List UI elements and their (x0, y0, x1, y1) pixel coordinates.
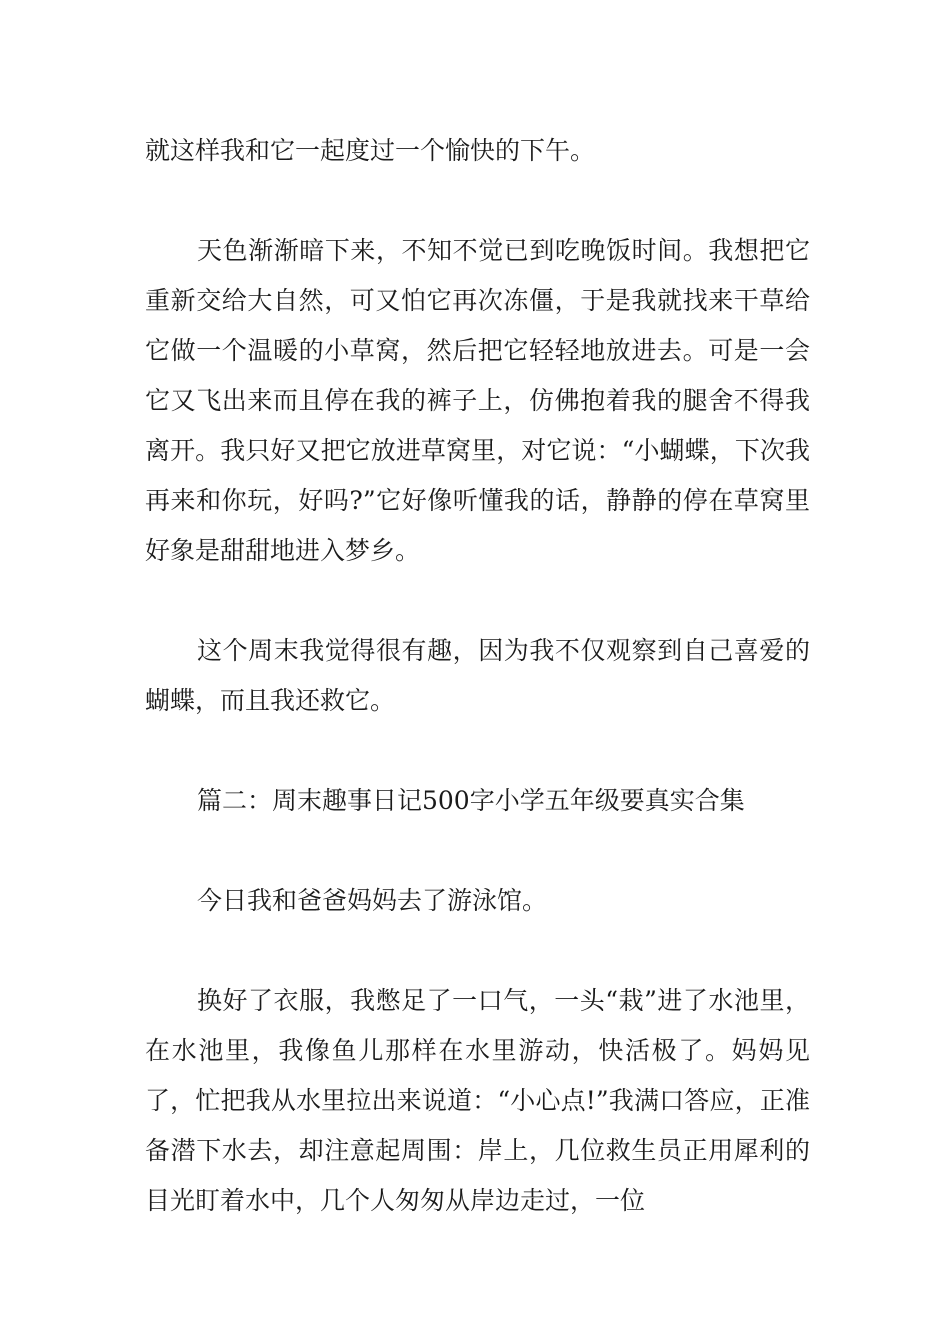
paragraph-1: 就这样我和它一起度过一个愉快的下午。 (145, 136, 596, 165)
paragraph-3: 这个周末我觉得很有趣，因为我不仅观察到自己喜爱的蝴蝶，而且我还救它。 (145, 636, 810, 715)
paragraph-2: 天色渐渐暗下来，不知不觉已到吃晚饭时间。我想把它重新交给大自然，可又怕它再次冻僵，于是我就找来干草给它做一个温暖的小草窝，然后把它轻轻地放进去。可是一会它又飞出来而且停在我的裤子上，仿佛抱着我的腿舍不得我离开。我只好又把它放进草窝里，对它说：“小蝴蝶，下次我再来和你玩，好吗?”它好像听懂我的话，静静的停在草窝里好象是甜甜地进入梦乡。 (145, 236, 810, 565)
section-heading: 篇二：周末趣事日记500字小学五年级要真实合集 (197, 786, 745, 815)
paragraph-5: 换好了衣服，我憋足了一口气，一头“栽”进了水池里，在水池里，我像鱼儿那样在水里游动，快活极了。妈妈见了，忙把我从水里拉出来说道：“小心点!”我满口答应，正准备潜下水去，却注意起周围：岸上，几位救生员正用犀利的目光盯着水中，几个人匆匆从岸边走过，一位 (145, 986, 810, 1215)
paragraph-4: 今日我和爸爸妈妈去了游泳馆。 (197, 886, 548, 915)
